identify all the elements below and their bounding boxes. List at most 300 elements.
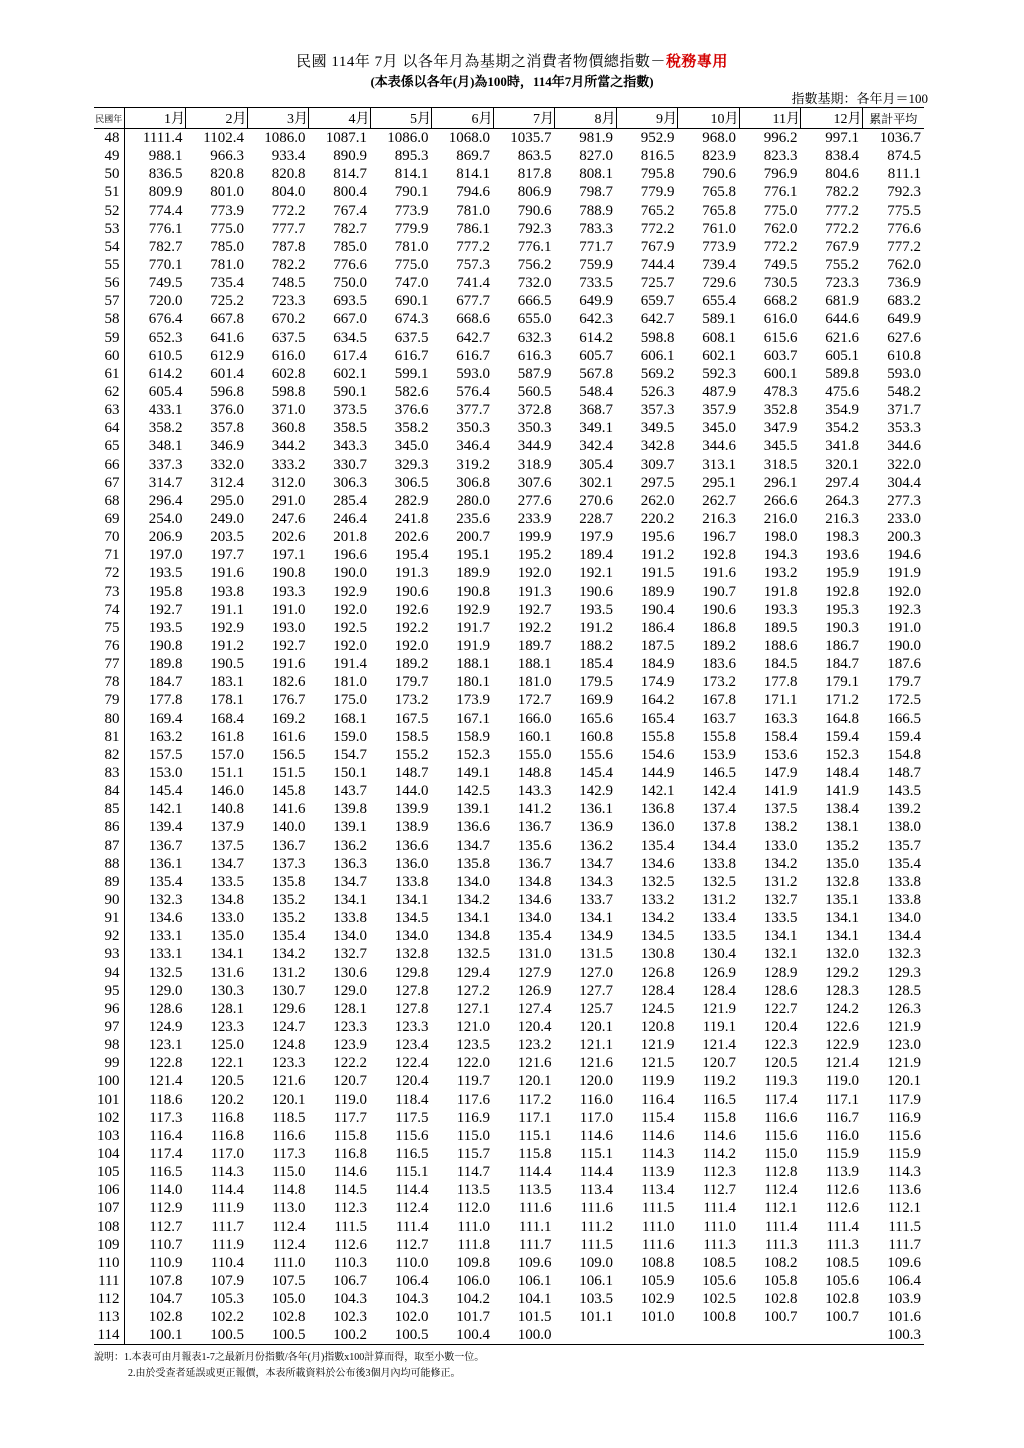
table-row [94,165,924,183]
year-cell: 103 [94,1127,124,1145]
index-cell: 110.7 [149,1236,183,1253]
index-cell: 123.2 [517,1037,552,1054]
index-cell: 132.8 [825,873,859,890]
index-cell: 164.8 [825,710,859,727]
index-cell: 129.0 [148,982,183,999]
month-column-header: 11月 [739,108,801,129]
index-cell: 116.6 [272,1127,306,1144]
index-cell: 202.6 [271,529,306,546]
index-cell: 183.1 [210,674,244,691]
index-cell: 127.9 [517,964,552,981]
index-cell: 806.9 [517,184,552,201]
index-cell: 135.4 [148,873,183,890]
index-cell: 167.5 [394,710,429,727]
table-row [94,147,924,165]
average-cell: 179.7 [887,674,921,691]
index-cell: 134.4 [702,837,736,854]
index-cell: 190.6 [579,583,613,600]
index-cell: 782.2 [825,184,859,201]
index-cell: 107.9 [210,1272,244,1289]
index-cell: 134.5 [640,928,675,945]
year-column-header: 民國年 [94,108,124,129]
index-cell: 729.6 [702,275,736,292]
index-cell: 869.7 [456,148,490,165]
index-cell: 139.1 [333,819,367,836]
month-column-header: 5月 [370,108,432,129]
year-cell: 87 [94,836,124,854]
average-cell: 371.7 [887,402,921,419]
page-title [0,50,1024,71]
index-cell: 119.0 [825,1073,859,1090]
index-cell: 198.0 [763,529,798,546]
average-cell: 115.9 [887,1145,921,1162]
average-cell: 233.0 [887,511,921,528]
index-cell: 593.0 [456,365,490,382]
index-cell: 111.6 [641,1236,675,1253]
index-cell: 190.6 [702,601,736,618]
index-cell: 114.6 [333,1164,367,1181]
index-cell: 112.4 [764,1182,798,1199]
index-cell: 605.1 [825,347,859,364]
index-cell: 192.0 [517,565,552,582]
table-row [94,909,924,927]
index-cell: 602.1 [333,365,367,382]
average-cell: 111.7 [888,1236,921,1253]
table-row [94,1127,924,1145]
index-cell: 785.0 [333,238,367,255]
index-cell: 188.1 [456,656,490,673]
index-cell: 612.9 [210,347,244,364]
index-cell: 197.7 [210,547,244,564]
average-cell: 353.3 [887,420,921,437]
index-cell: 157.0 [210,746,244,763]
title-highlight: 稅務專用 [665,54,728,70]
index-cell: 133.0 [763,837,798,854]
index-cell: 192.9 [456,601,490,618]
index-cell: 723.3 [825,275,859,292]
index-cell: 193.3 [271,583,306,600]
index-cell: 632.3 [517,329,552,346]
index-cell: 655.4 [702,293,736,310]
index-cell: 193.5 [148,619,183,636]
index-cell: 102.0 [394,1309,429,1326]
index-cell: 295.0 [210,492,244,509]
index-cell: 181.0 [517,674,552,691]
index-cell: 192.0 [333,638,367,654]
index-cell: 116.0 [825,1127,859,1144]
index-cell: 119.3 [764,1073,798,1090]
index-cell: 140.0 [271,819,306,836]
index-cell: 193.5 [579,601,613,618]
index-cell: 115.8 [518,1145,552,1162]
index-cell: 175.0 [333,692,367,709]
index-cell: 155.8 [702,728,736,745]
index-cell: 302.1 [579,474,613,491]
index-cell: 145.4 [579,764,613,781]
index-cell: 134.7 [333,873,367,890]
index-cell: 108.5 [825,1254,859,1271]
index-cell: 655.0 [517,311,552,328]
average-column-header: 累計平均 [862,108,924,129]
index-cell: 163.7 [702,710,736,727]
cpi-index-table [94,107,924,1345]
year-cell: 73 [94,583,124,601]
index-cell: 582.6 [394,384,429,401]
table-row [94,655,924,673]
index-cell: 123.4 [394,1037,429,1054]
table-row [94,1290,924,1308]
index-cell: 165.4 [640,710,675,727]
average-cell: 133.8 [887,891,921,908]
index-cell: 191.4 [333,656,367,673]
table-row [94,746,924,764]
index-cell: 122.3 [763,1037,798,1054]
index-cell: 192.9 [333,583,367,600]
index-cell: 100.7 [763,1309,798,1326]
index-cell: 666.5 [517,293,552,310]
index-cell: 142.5 [456,783,490,800]
index-cell: 195.2 [517,547,552,564]
index-cell: 189.9 [456,565,490,582]
index-cell: 116.4 [149,1127,183,1144]
index-cell: 192.0 [394,638,429,654]
table-row [94,1109,924,1127]
index-cell: 282.9 [394,492,429,509]
table-row [94,274,924,292]
year-cell: 96 [94,1000,124,1018]
index-cell: 176.7 [271,692,306,709]
index-cell: 192.7 [517,601,552,618]
table-row [94,474,924,492]
index-cell [739,1326,801,1345]
year-cell: 56 [94,274,124,292]
index-cell: 171.1 [763,692,798,709]
index-cell: 291.0 [271,492,306,509]
index-cell: 130.7 [271,982,306,999]
index-cell: 191.1 [210,601,244,618]
index-cell: 820.8 [271,166,306,183]
index-cell: 104.3 [333,1291,367,1308]
index-cell: 111.0 [703,1218,736,1235]
index-cell: 189.2 [394,656,429,673]
index-cell: 148.8 [517,764,552,781]
index-cell: 132.8 [394,946,429,963]
index-cell: 112.7 [702,1182,736,1199]
index-cell: 233.9 [517,511,552,528]
index-cell: 345.0 [702,420,736,437]
index-cell: 376.6 [394,402,429,419]
index-cell: 314.7 [148,474,183,491]
month-column-header: 7月 [493,108,555,129]
index-cell: 787.8 [271,238,306,255]
table-row [94,891,924,909]
index-cell: 129.0 [333,982,367,999]
index-cell: 136.0 [640,819,675,836]
index-cell: 344.2 [271,438,306,455]
index-cell: 110.3 [333,1254,367,1271]
index-cell: 652.3 [148,329,183,346]
index-cell: 129.6 [271,1000,306,1017]
index-cell: 113.5 [456,1182,490,1199]
index-cell: 113.4 [579,1182,613,1199]
index-cell: 296.4 [148,492,183,509]
index-cell: 142.4 [702,783,736,800]
index-cell: 644.6 [825,311,859,328]
index-cell: 775.0 [763,202,798,219]
index-cell: 128.4 [640,982,675,999]
index-cell: 667.8 [210,311,244,328]
index-cell: 100.2 [309,1326,371,1345]
year-cell: 91 [94,909,124,927]
index-cell: 128.4 [702,982,736,999]
index-cell: 352.8 [763,402,798,419]
index-cell: 130.4 [702,946,736,963]
average-cell: 103.9 [887,1291,921,1308]
average-cell: 344.6 [887,438,921,455]
index-cell: 598.8 [271,384,306,401]
index-cell: 112.6 [825,1200,859,1217]
index-cell: 277.6 [517,492,552,509]
index-cell: 111.6 [580,1200,613,1217]
index-cell: 191.6 [210,565,244,582]
index-cell: 670.2 [271,311,306,328]
index-cell: 189.2 [702,638,736,654]
index-cell: 122.4 [394,1055,429,1072]
index-cell: 123.3 [394,1018,429,1035]
index-cell: 121.5 [640,1055,675,1072]
index-cell: 160.8 [579,728,613,745]
index-cell: 111.7 [518,1236,552,1253]
index-cell: 132.0 [825,946,859,963]
index-cell: 199.9 [517,529,552,546]
index-cell: 354.9 [825,402,859,419]
average-cell: 114.3 [887,1164,921,1181]
table-row [94,129,924,148]
index-cell: 153.6 [763,746,798,763]
average-cell: 190.0 [887,638,921,654]
table-row [94,710,924,728]
index-cell: 1086.0 [387,130,429,147]
index-cell: 757.3 [456,257,490,274]
index-cell: 105.9 [640,1272,675,1289]
index-cell: 104.1 [517,1291,552,1308]
index-cell: 145.4 [148,783,183,800]
index-cell: 136.0 [394,855,429,872]
year-cell: 51 [94,183,124,201]
year-cell: 50 [94,165,124,183]
index-cell: 135.1 [825,891,859,908]
index-cell: 116.7 [825,1109,859,1126]
index-cell: 109.8 [456,1254,490,1271]
year-cell: 93 [94,945,124,963]
index-cell: 798.7 [579,184,613,201]
index-cell: 146.5 [702,764,736,781]
average-cell: 548.2 [887,384,921,401]
index-cell: 309.7 [640,456,675,473]
index-cell: 114.4 [210,1182,244,1199]
index-cell: 111.6 [518,1200,552,1217]
month-column-header: 3月 [247,108,309,129]
index-cell: 120.1 [271,1091,306,1108]
average-cell: 112.1 [887,1200,921,1217]
index-cell: 119.9 [641,1073,675,1090]
year-cell: 74 [94,601,124,619]
index-cell: 602.1 [702,347,736,364]
year-cell: 108 [94,1217,124,1235]
index-cell: 134.1 [210,946,244,963]
index-cell: 136.3 [333,855,367,872]
index-cell: 247.6 [271,511,306,528]
index-cell: 104.3 [394,1291,429,1308]
index-cell: 122.2 [333,1055,367,1072]
index-cell: 777.2 [456,238,490,255]
index-cell: 134.9 [579,928,613,945]
index-cell: 785.0 [210,238,244,255]
average-cell: 1036.7 [879,130,921,147]
index-cell: 106.0 [456,1272,490,1289]
index-cell: 111.4 [826,1218,859,1235]
index-cell: 602.8 [271,365,306,382]
index-cell: 155.6 [579,746,613,763]
average-cell: 762.0 [887,257,921,274]
table-row [94,800,924,818]
index-cell: 113.0 [272,1200,306,1217]
index-cell: 111.1 [518,1218,552,1235]
table-row [94,1145,924,1163]
average-cell: 154.8 [887,746,921,763]
index-cell: 102.2 [210,1309,244,1326]
index-cell: 155.0 [517,746,552,763]
index-cell: 270.6 [579,492,613,509]
index-cell: 117.7 [333,1109,367,1126]
index-cell: 190.3 [825,619,859,636]
index-cell: 154.7 [333,746,367,763]
index-cell: 184.9 [640,656,675,673]
index-cell: 178.1 [210,692,244,709]
index-cell: 1087.1 [325,130,367,147]
index-cell: 100.5 [186,1326,248,1345]
index-cell: 101.7 [456,1309,490,1326]
index-cell: 756.2 [517,257,552,274]
index-cell: 190.7 [702,583,736,600]
index-cell: 262.7 [702,492,736,509]
index-cell: 767.9 [825,238,859,255]
index-cell: 112.7 [149,1218,183,1235]
index-cell: 123.9 [333,1037,367,1054]
index-cell: 142.9 [579,783,613,800]
index-cell: 124.5 [640,1000,675,1017]
index-cell: 134.1 [579,910,613,927]
index-cell: 776.1 [763,184,798,201]
index-cell: 120.1 [517,1073,552,1090]
average-cell: 100.3 [862,1326,924,1345]
index-cell: 105.0 [271,1291,306,1308]
index-cell: 111.4 [764,1218,798,1235]
index-cell: 121.4 [825,1055,859,1072]
index-cell: 952.9 [640,130,675,147]
index-cell: 747.0 [394,275,429,292]
index-cell: 126.9 [517,982,552,999]
index-cell: 158.5 [394,728,429,745]
index-cell: 121.6 [579,1055,613,1072]
table-row [94,963,924,981]
index-cell: 124.2 [825,1000,859,1017]
index-cell: 122.7 [763,1000,798,1017]
index-cell: 191.6 [271,656,306,673]
index-cell: 105.6 [825,1272,859,1289]
year-cell: 63 [94,401,124,419]
index-cell: 192.8 [825,583,859,600]
index-cell: 1068.0 [448,130,490,147]
index-cell: 133.8 [702,855,736,872]
year-cell: 48 [94,129,124,148]
index-cell: 111.3 [703,1236,736,1253]
index-cell: 123.3 [271,1055,306,1072]
index-cell: 145.8 [271,783,306,800]
year-cell: 86 [94,818,124,836]
index-cell: 823.3 [763,148,798,165]
index-cell: 634.5 [333,329,367,346]
footnotes [94,1350,484,1382]
index-cell: 191.2 [640,547,675,564]
year-cell: 71 [94,546,124,564]
index-cell: 133.7 [579,891,613,908]
index-cell: 189.4 [579,547,613,564]
index-cell: 182.6 [271,674,306,691]
year-cell: 114 [94,1326,124,1345]
index-cell: 163.3 [763,710,798,727]
index-cell: 112.8 [764,1164,798,1181]
average-cell: 191.0 [887,619,921,636]
index-cell: 137.4 [702,801,736,818]
index-cell: 614.2 [579,329,613,346]
table-row [94,365,924,383]
index-cell: 102.3 [333,1309,367,1326]
average-cell: 138.0 [887,819,921,836]
index-cell: 966.3 [210,148,244,165]
index-cell: 113.9 [825,1164,859,1181]
index-cell: 134.6 [517,891,552,908]
index-cell: 772.2 [825,220,859,237]
index-cell: 723.3 [271,293,306,310]
index-cell: 131.2 [702,891,736,908]
table-row [94,419,924,437]
index-cell: 779.9 [394,220,429,237]
average-cell: 191.9 [887,565,921,582]
index-cell: 809.9 [148,184,183,201]
index-cell: 637.5 [394,329,429,346]
index-cell: 131.5 [579,946,613,963]
index-cell: 158.4 [763,728,798,745]
index-cell: 120.7 [333,1073,367,1090]
index-cell: 126.9 [702,964,736,981]
index-cell: 307.6 [517,474,552,491]
index-cell: 112.3 [333,1200,367,1217]
average-cell: 126.3 [887,1000,921,1017]
average-cell: 101.6 [887,1309,921,1326]
index-cell [555,1326,617,1345]
average-cell: 192.3 [887,601,921,618]
index-cell: 161.8 [210,728,244,745]
index-cell: 132.3 [148,891,183,908]
index-cell: 786.1 [456,220,490,237]
year-cell: 113 [94,1308,124,1326]
table-row [94,1254,924,1272]
index-cell: 193.2 [763,565,798,582]
index-cell: 115.8 [702,1109,736,1126]
average-cell: 109.6 [887,1254,921,1271]
index-cell: 136.2 [579,837,613,854]
